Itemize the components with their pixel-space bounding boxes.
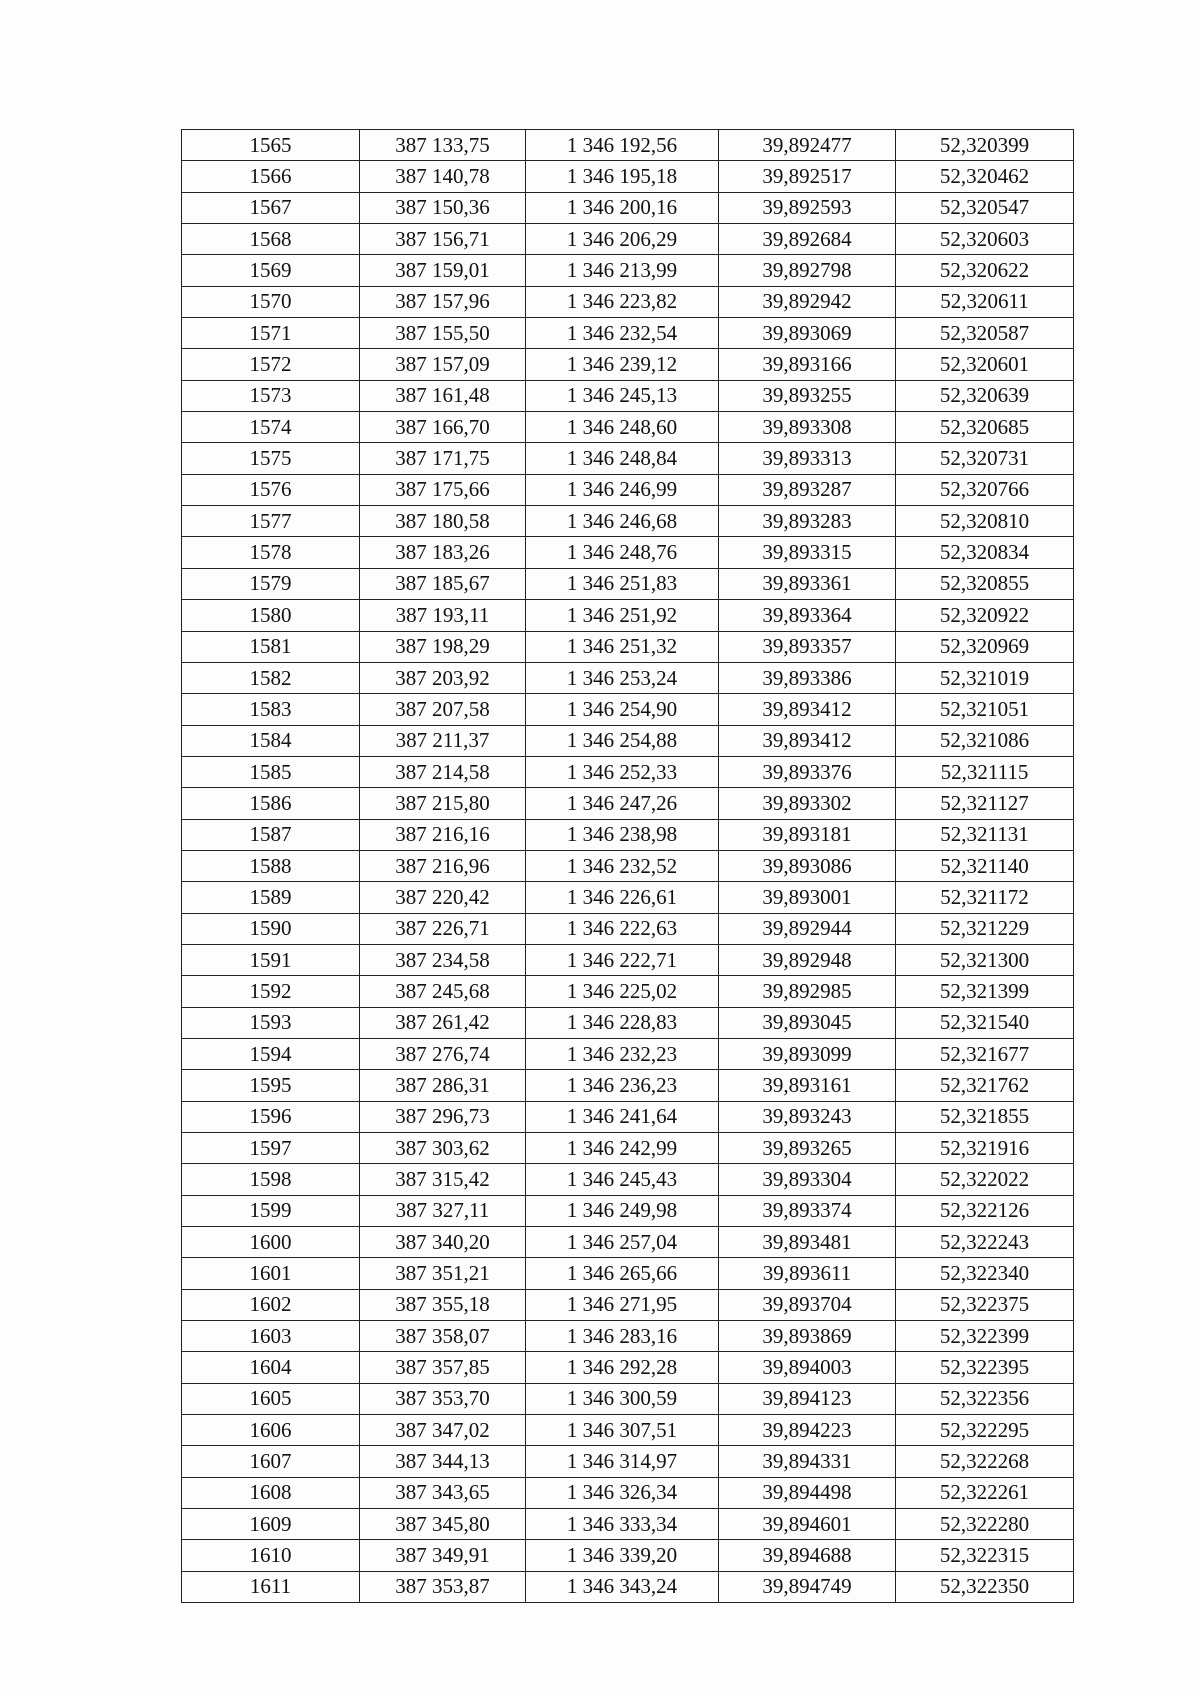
latitude-cell: 52,322280 <box>896 1509 1074 1540</box>
longitude-cell: 39,893099 <box>719 1038 896 1069</box>
coordinates-table <box>181 129 1074 1603</box>
x-coordinate-cell: 387 198,29 <box>360 631 526 662</box>
point-number-cell: 1571 <box>182 318 360 349</box>
point-number-cell: 1607 <box>182 1446 360 1477</box>
table-row <box>182 1038 1074 1069</box>
point-number-cell: 1598 <box>182 1164 360 1195</box>
table-row <box>182 882 1074 913</box>
table-row <box>182 1383 1074 1414</box>
x-coordinate-cell: 387 347,02 <box>360 1415 526 1446</box>
point-number-cell: 1589 <box>182 882 360 913</box>
latitude-cell: 52,321300 <box>896 944 1074 975</box>
y-coordinate-cell: 1 346 292,28 <box>526 1352 719 1383</box>
latitude-cell: 52,321086 <box>896 725 1074 756</box>
point-number-cell: 1593 <box>182 1007 360 1038</box>
table-row <box>182 600 1074 631</box>
longitude-cell: 39,892684 <box>719 224 896 255</box>
table-row <box>182 318 1074 349</box>
longitude-cell: 39,893069 <box>719 318 896 349</box>
y-coordinate-cell: 1 346 271,95 <box>526 1289 719 1320</box>
y-coordinate-cell: 1 346 265,66 <box>526 1258 719 1289</box>
latitude-cell: 52,320603 <box>896 224 1074 255</box>
x-coordinate-cell: 387 327,11 <box>360 1195 526 1226</box>
table-row <box>182 161 1074 192</box>
table-row <box>182 1446 1074 1477</box>
table-row <box>182 1007 1074 1038</box>
x-coordinate-cell: 387 226,71 <box>360 913 526 944</box>
point-number-cell: 1577 <box>182 506 360 537</box>
longitude-cell: 39,893364 <box>719 600 896 631</box>
table-row <box>182 944 1074 975</box>
point-number-cell: 1594 <box>182 1038 360 1069</box>
y-coordinate-cell: 1 346 192,56 <box>526 130 719 161</box>
x-coordinate-cell: 387 193,11 <box>360 600 526 631</box>
table-row <box>182 1571 1074 1602</box>
x-coordinate-cell: 387 343,65 <box>360 1477 526 1508</box>
latitude-cell: 52,320810 <box>896 506 1074 537</box>
table-row <box>182 192 1074 223</box>
longitude-cell: 39,893313 <box>719 443 896 474</box>
table-row <box>182 1195 1074 1226</box>
x-coordinate-cell: 387 207,58 <box>360 694 526 725</box>
longitude-cell: 39,892948 <box>719 944 896 975</box>
y-coordinate-cell: 1 346 241,64 <box>526 1101 719 1132</box>
y-coordinate-cell: 1 346 200,16 <box>526 192 719 223</box>
latitude-cell: 52,322315 <box>896 1540 1074 1571</box>
point-number-cell: 1578 <box>182 537 360 568</box>
point-number-cell: 1603 <box>182 1321 360 1352</box>
table-row <box>182 1070 1074 1101</box>
y-coordinate-cell: 1 346 326,34 <box>526 1477 719 1508</box>
longitude-cell: 39,893161 <box>719 1070 896 1101</box>
point-number-cell: 1566 <box>182 161 360 192</box>
latitude-cell: 52,320622 <box>896 255 1074 286</box>
latitude-cell: 52,322261 <box>896 1477 1074 1508</box>
x-coordinate-cell: 387 276,74 <box>360 1038 526 1069</box>
longitude-cell: 39,893255 <box>719 380 896 411</box>
table-row <box>182 568 1074 599</box>
y-coordinate-cell: 1 346 307,51 <box>526 1415 719 1446</box>
x-coordinate-cell: 387 296,73 <box>360 1101 526 1132</box>
y-coordinate-cell: 1 346 245,13 <box>526 380 719 411</box>
table-row <box>182 224 1074 255</box>
y-coordinate-cell: 1 346 222,63 <box>526 913 719 944</box>
latitude-cell: 52,322126 <box>896 1195 1074 1226</box>
table-row <box>182 819 1074 850</box>
x-coordinate-cell: 387 357,85 <box>360 1352 526 1383</box>
y-coordinate-cell: 1 346 246,99 <box>526 474 719 505</box>
longitude-cell: 39,894331 <box>719 1446 896 1477</box>
point-number-cell: 1579 <box>182 568 360 599</box>
y-coordinate-cell: 1 346 232,54 <box>526 318 719 349</box>
latitude-cell: 52,321677 <box>896 1038 1074 1069</box>
coordinates-table-body <box>182 130 1074 1603</box>
longitude-cell: 39,893243 <box>719 1101 896 1132</box>
x-coordinate-cell: 387 220,42 <box>360 882 526 913</box>
point-number-cell: 1600 <box>182 1227 360 1258</box>
point-number-cell: 1569 <box>182 255 360 286</box>
longitude-cell: 39,894749 <box>719 1571 896 1602</box>
point-number-cell: 1587 <box>182 819 360 850</box>
y-coordinate-cell: 1 346 246,68 <box>526 506 719 537</box>
latitude-cell: 52,320731 <box>896 443 1074 474</box>
table-row <box>182 1227 1074 1258</box>
point-number-cell: 1585 <box>182 756 360 787</box>
y-coordinate-cell: 1 346 257,04 <box>526 1227 719 1258</box>
latitude-cell: 52,321019 <box>896 662 1074 693</box>
longitude-cell: 39,893283 <box>719 506 896 537</box>
x-coordinate-cell: 387 245,68 <box>360 976 526 1007</box>
x-coordinate-cell: 387 157,09 <box>360 349 526 380</box>
latitude-cell: 52,320611 <box>896 286 1074 317</box>
table-row <box>182 255 1074 286</box>
table-row <box>182 412 1074 443</box>
point-number-cell: 1568 <box>182 224 360 255</box>
longitude-cell: 39,894223 <box>719 1415 896 1446</box>
longitude-cell: 39,893611 <box>719 1258 896 1289</box>
table-row <box>182 662 1074 693</box>
table-row <box>182 443 1074 474</box>
point-number-cell: 1583 <box>182 694 360 725</box>
longitude-cell: 39,893265 <box>719 1133 896 1164</box>
point-number-cell: 1572 <box>182 349 360 380</box>
x-coordinate-cell: 387 161,48 <box>360 380 526 411</box>
x-coordinate-cell: 387 166,70 <box>360 412 526 443</box>
longitude-cell: 39,893361 <box>719 568 896 599</box>
point-number-cell: 1604 <box>182 1352 360 1383</box>
point-number-cell: 1601 <box>182 1258 360 1289</box>
table-row <box>182 1164 1074 1195</box>
y-coordinate-cell: 1 346 254,90 <box>526 694 719 725</box>
table-row <box>182 1509 1074 1540</box>
y-coordinate-cell: 1 346 253,24 <box>526 662 719 693</box>
x-coordinate-cell: 387 140,78 <box>360 161 526 192</box>
longitude-cell: 39,894123 <box>719 1383 896 1414</box>
y-coordinate-cell: 1 346 238,98 <box>526 819 719 850</box>
longitude-cell: 39,893357 <box>719 631 896 662</box>
table-row <box>182 756 1074 787</box>
y-coordinate-cell: 1 346 248,76 <box>526 537 719 568</box>
x-coordinate-cell: 387 345,80 <box>360 1509 526 1540</box>
longitude-cell: 39,893181 <box>719 819 896 850</box>
point-number-cell: 1574 <box>182 412 360 443</box>
longitude-cell: 39,893412 <box>719 725 896 756</box>
point-number-cell: 1581 <box>182 631 360 662</box>
latitude-cell: 52,320399 <box>896 130 1074 161</box>
table-row <box>182 506 1074 537</box>
latitude-cell: 52,322350 <box>896 1571 1074 1602</box>
y-coordinate-cell: 1 346 226,61 <box>526 882 719 913</box>
latitude-cell: 52,320601 <box>896 349 1074 380</box>
point-number-cell: 1573 <box>182 380 360 411</box>
point-number-cell: 1611 <box>182 1571 360 1602</box>
x-coordinate-cell: 387 150,36 <box>360 192 526 223</box>
longitude-cell: 39,893412 <box>719 694 896 725</box>
point-number-cell: 1606 <box>182 1415 360 1446</box>
latitude-cell: 52,321855 <box>896 1101 1074 1132</box>
x-coordinate-cell: 387 340,20 <box>360 1227 526 1258</box>
longitude-cell: 39,893304 <box>719 1164 896 1195</box>
longitude-cell: 39,893481 <box>719 1227 896 1258</box>
x-coordinate-cell: 387 156,71 <box>360 224 526 255</box>
point-number-cell: 1586 <box>182 788 360 819</box>
y-coordinate-cell: 1 346 242,99 <box>526 1133 719 1164</box>
longitude-cell: 39,893166 <box>719 349 896 380</box>
x-coordinate-cell: 387 216,16 <box>360 819 526 850</box>
y-coordinate-cell: 1 346 223,82 <box>526 286 719 317</box>
point-number-cell: 1584 <box>182 725 360 756</box>
latitude-cell: 52,320766 <box>896 474 1074 505</box>
longitude-cell: 39,892985 <box>719 976 896 1007</box>
table-row <box>182 130 1074 161</box>
longitude-cell: 39,893045 <box>719 1007 896 1038</box>
y-coordinate-cell: 1 346 232,23 <box>526 1038 719 1069</box>
table-row <box>182 1101 1074 1132</box>
latitude-cell: 52,320639 <box>896 380 1074 411</box>
table-row <box>182 694 1074 725</box>
longitude-cell: 39,893287 <box>719 474 896 505</box>
latitude-cell: 52,321051 <box>896 694 1074 725</box>
x-coordinate-cell: 387 303,62 <box>360 1133 526 1164</box>
point-number-cell: 1605 <box>182 1383 360 1414</box>
latitude-cell: 52,322268 <box>896 1446 1074 1477</box>
y-coordinate-cell: 1 346 300,59 <box>526 1383 719 1414</box>
table-row <box>182 1477 1074 1508</box>
x-coordinate-cell: 387 185,67 <box>360 568 526 599</box>
latitude-cell: 52,320922 <box>896 600 1074 631</box>
y-coordinate-cell: 1 346 343,24 <box>526 1571 719 1602</box>
longitude-cell: 39,892517 <box>719 161 896 192</box>
table-row <box>182 474 1074 505</box>
point-number-cell: 1592 <box>182 976 360 1007</box>
latitude-cell: 52,320462 <box>896 161 1074 192</box>
y-coordinate-cell: 1 346 247,26 <box>526 788 719 819</box>
y-coordinate-cell: 1 346 314,97 <box>526 1446 719 1477</box>
point-number-cell: 1567 <box>182 192 360 223</box>
x-coordinate-cell: 387 157,96 <box>360 286 526 317</box>
x-coordinate-cell: 387 133,75 <box>360 130 526 161</box>
y-coordinate-cell: 1 346 251,92 <box>526 600 719 631</box>
x-coordinate-cell: 387 351,21 <box>360 1258 526 1289</box>
longitude-cell: 39,892942 <box>719 286 896 317</box>
latitude-cell: 52,320685 <box>896 412 1074 443</box>
point-number-cell: 1595 <box>182 1070 360 1101</box>
table-row <box>182 1321 1074 1352</box>
x-coordinate-cell: 387 211,37 <box>360 725 526 756</box>
latitude-cell: 52,321399 <box>896 976 1074 1007</box>
x-coordinate-cell: 387 261,42 <box>360 1007 526 1038</box>
longitude-cell: 39,892944 <box>719 913 896 944</box>
latitude-cell: 52,321131 <box>896 819 1074 850</box>
longitude-cell: 39,892477 <box>719 130 896 161</box>
latitude-cell: 52,321140 <box>896 850 1074 881</box>
x-coordinate-cell: 387 215,80 <box>360 788 526 819</box>
y-coordinate-cell: 1 346 228,83 <box>526 1007 719 1038</box>
point-number-cell: 1608 <box>182 1477 360 1508</box>
point-number-cell: 1597 <box>182 1133 360 1164</box>
table-row <box>182 788 1074 819</box>
table-row <box>182 1415 1074 1446</box>
y-coordinate-cell: 1 346 206,29 <box>526 224 719 255</box>
x-coordinate-cell: 387 159,01 <box>360 255 526 286</box>
latitude-cell: 52,320969 <box>896 631 1074 662</box>
latitude-cell: 52,321762 <box>896 1070 1074 1101</box>
x-coordinate-cell: 387 175,66 <box>360 474 526 505</box>
longitude-cell: 39,894601 <box>719 1509 896 1540</box>
latitude-cell: 52,320855 <box>896 568 1074 599</box>
latitude-cell: 52,322022 <box>896 1164 1074 1195</box>
latitude-cell: 52,321540 <box>896 1007 1074 1038</box>
latitude-cell: 52,322340 <box>896 1258 1074 1289</box>
table-row <box>182 1289 1074 1320</box>
table-row <box>182 1133 1074 1164</box>
longitude-cell: 39,893315 <box>719 537 896 568</box>
x-coordinate-cell: 387 353,87 <box>360 1571 526 1602</box>
point-number-cell: 1602 <box>182 1289 360 1320</box>
y-coordinate-cell: 1 346 333,34 <box>526 1509 719 1540</box>
point-number-cell: 1609 <box>182 1509 360 1540</box>
longitude-cell: 39,893308 <box>719 412 896 443</box>
latitude-cell: 52,322356 <box>896 1383 1074 1414</box>
latitude-cell: 52,322375 <box>896 1289 1074 1320</box>
y-coordinate-cell: 1 346 339,20 <box>526 1540 719 1571</box>
table-row <box>182 976 1074 1007</box>
y-coordinate-cell: 1 346 213,99 <box>526 255 719 286</box>
point-number-cell: 1575 <box>182 443 360 474</box>
table-row <box>182 349 1074 380</box>
point-number-cell: 1591 <box>182 944 360 975</box>
y-coordinate-cell: 1 346 252,33 <box>526 756 719 787</box>
table-row <box>182 725 1074 756</box>
y-coordinate-cell: 1 346 283,16 <box>526 1321 719 1352</box>
x-coordinate-cell: 387 358,07 <box>360 1321 526 1352</box>
y-coordinate-cell: 1 346 251,83 <box>526 568 719 599</box>
x-coordinate-cell: 387 344,13 <box>360 1446 526 1477</box>
x-coordinate-cell: 387 315,42 <box>360 1164 526 1195</box>
table-row <box>182 850 1074 881</box>
longitude-cell: 39,892798 <box>719 255 896 286</box>
point-number-cell: 1576 <box>182 474 360 505</box>
latitude-cell: 52,321115 <box>896 756 1074 787</box>
latitude-cell: 52,322295 <box>896 1415 1074 1446</box>
x-coordinate-cell: 387 214,58 <box>360 756 526 787</box>
x-coordinate-cell: 387 183,26 <box>360 537 526 568</box>
point-number-cell: 1590 <box>182 913 360 944</box>
y-coordinate-cell: 1 346 232,52 <box>526 850 719 881</box>
y-coordinate-cell: 1 346 236,23 <box>526 1070 719 1101</box>
table-row <box>182 1540 1074 1571</box>
x-coordinate-cell: 387 349,91 <box>360 1540 526 1571</box>
longitude-cell: 39,894688 <box>719 1540 896 1571</box>
y-coordinate-cell: 1 346 249,98 <box>526 1195 719 1226</box>
point-number-cell: 1596 <box>182 1101 360 1132</box>
table-row <box>182 913 1074 944</box>
point-number-cell: 1570 <box>182 286 360 317</box>
table-row <box>182 1352 1074 1383</box>
point-number-cell: 1582 <box>182 662 360 693</box>
longitude-cell: 39,893374 <box>719 1195 896 1226</box>
x-coordinate-cell: 387 355,18 <box>360 1289 526 1320</box>
x-coordinate-cell: 387 234,58 <box>360 944 526 975</box>
latitude-cell: 52,320587 <box>896 318 1074 349</box>
y-coordinate-cell: 1 346 222,71 <box>526 944 719 975</box>
x-coordinate-cell: 387 353,70 <box>360 1383 526 1414</box>
latitude-cell: 52,322395 <box>896 1352 1074 1383</box>
point-number-cell: 1565 <box>182 130 360 161</box>
point-number-cell: 1588 <box>182 850 360 881</box>
x-coordinate-cell: 387 180,58 <box>360 506 526 537</box>
longitude-cell: 39,893704 <box>719 1289 896 1320</box>
x-coordinate-cell: 387 216,96 <box>360 850 526 881</box>
latitude-cell: 52,322243 <box>896 1227 1074 1258</box>
table-row <box>182 631 1074 662</box>
y-coordinate-cell: 1 346 254,88 <box>526 725 719 756</box>
y-coordinate-cell: 1 346 248,60 <box>526 412 719 443</box>
latitude-cell: 52,322399 <box>896 1321 1074 1352</box>
latitude-cell: 52,320834 <box>896 537 1074 568</box>
longitude-cell: 39,893386 <box>719 662 896 693</box>
longitude-cell: 39,894003 <box>719 1352 896 1383</box>
longitude-cell: 39,893302 <box>719 788 896 819</box>
x-coordinate-cell: 387 155,50 <box>360 318 526 349</box>
x-coordinate-cell: 387 203,92 <box>360 662 526 693</box>
y-coordinate-cell: 1 346 248,84 <box>526 443 719 474</box>
longitude-cell: 39,894498 <box>719 1477 896 1508</box>
latitude-cell: 52,321127 <box>896 788 1074 819</box>
latitude-cell: 52,321916 <box>896 1133 1074 1164</box>
y-coordinate-cell: 1 346 251,32 <box>526 631 719 662</box>
longitude-cell: 39,893376 <box>719 756 896 787</box>
point-number-cell: 1610 <box>182 1540 360 1571</box>
latitude-cell: 52,321172 <box>896 882 1074 913</box>
y-coordinate-cell: 1 346 195,18 <box>526 161 719 192</box>
longitude-cell: 39,893086 <box>719 850 896 881</box>
y-coordinate-cell: 1 346 225,02 <box>526 976 719 1007</box>
table-row <box>182 286 1074 317</box>
longitude-cell: 39,893869 <box>719 1321 896 1352</box>
x-coordinate-cell: 387 286,31 <box>360 1070 526 1101</box>
point-number-cell: 1580 <box>182 600 360 631</box>
y-coordinate-cell: 1 346 245,43 <box>526 1164 719 1195</box>
x-coordinate-cell: 387 171,75 <box>360 443 526 474</box>
longitude-cell: 39,892593 <box>719 192 896 223</box>
latitude-cell: 52,320547 <box>896 192 1074 223</box>
latitude-cell: 52,321229 <box>896 913 1074 944</box>
point-number-cell: 1599 <box>182 1195 360 1226</box>
table-row <box>182 1258 1074 1289</box>
table-row <box>182 537 1074 568</box>
table-row <box>182 380 1074 411</box>
longitude-cell: 39,893001 <box>719 882 896 913</box>
y-coordinate-cell: 1 346 239,12 <box>526 349 719 380</box>
